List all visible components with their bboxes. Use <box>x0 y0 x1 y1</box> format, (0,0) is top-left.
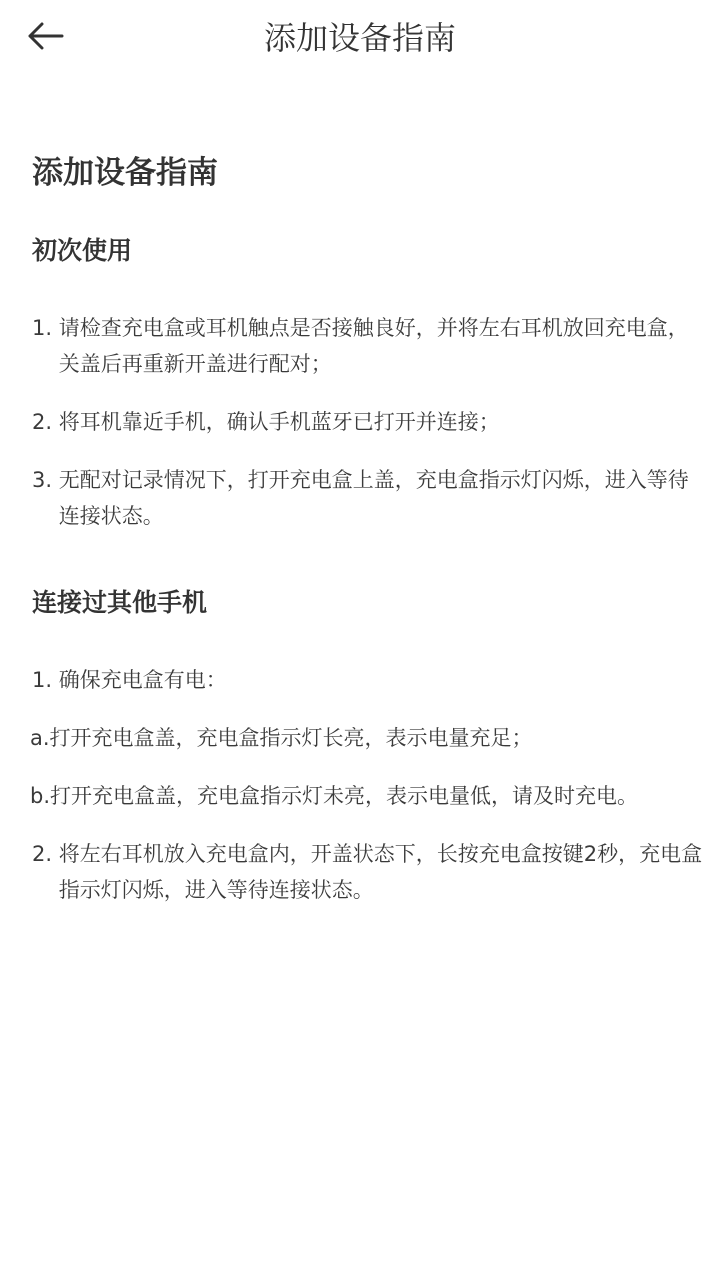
step-number: 3. <box>32 468 59 492</box>
page-title: 添加设备指南 <box>263 19 456 57</box>
step-text: 请检查充电盒或耳机触点是否接触良好，并将左右耳机放回充电盒，关盖后再重新开盖进行配对； <box>58 316 689 376</box>
guide-content <box>32 148 704 930</box>
list-item <box>32 836 704 908</box>
step-text: 将耳机靠近手机，确认手机蓝牙已打开并连接； <box>58 410 500 434</box>
list-item <box>32 462 704 534</box>
list-item <box>32 310 704 382</box>
step-number: 2. <box>32 410 59 434</box>
top-navigation-bar <box>0 0 720 80</box>
list-item <box>32 404 704 440</box>
step-number: 1. <box>32 316 59 340</box>
step-text: 确保充电盒有电： <box>58 668 227 692</box>
step-number: 1. <box>32 668 59 692</box>
step-text: 无配对记录情况下，打开充电盒上盖，充电盒指示灯闪烁，进入等待连接状态。 <box>58 468 689 528</box>
step-number: 2. <box>32 842 59 866</box>
step-text: 将左右耳机放入充电盒内，开盖状态下，长按充电盒按键2秒，充电盒指示灯闪烁，进入等待连接状态。 <box>58 842 703 902</box>
guide-title: 添加设备指南 <box>32 155 218 191</box>
section-heading-connected-other: 连接过其他手机 <box>32 588 208 617</box>
sub-item-b: b.打开充电盒盖，充电盒指示灯未亮，表示电量低，请及时充电。 <box>30 784 639 808</box>
sub-item-a: a.打开充电盒盖，充电盒指示灯长亮，表示电量充足； <box>30 726 533 750</box>
section-heading-first-use: 初次使用 <box>32 236 133 265</box>
list-item <box>32 662 704 698</box>
